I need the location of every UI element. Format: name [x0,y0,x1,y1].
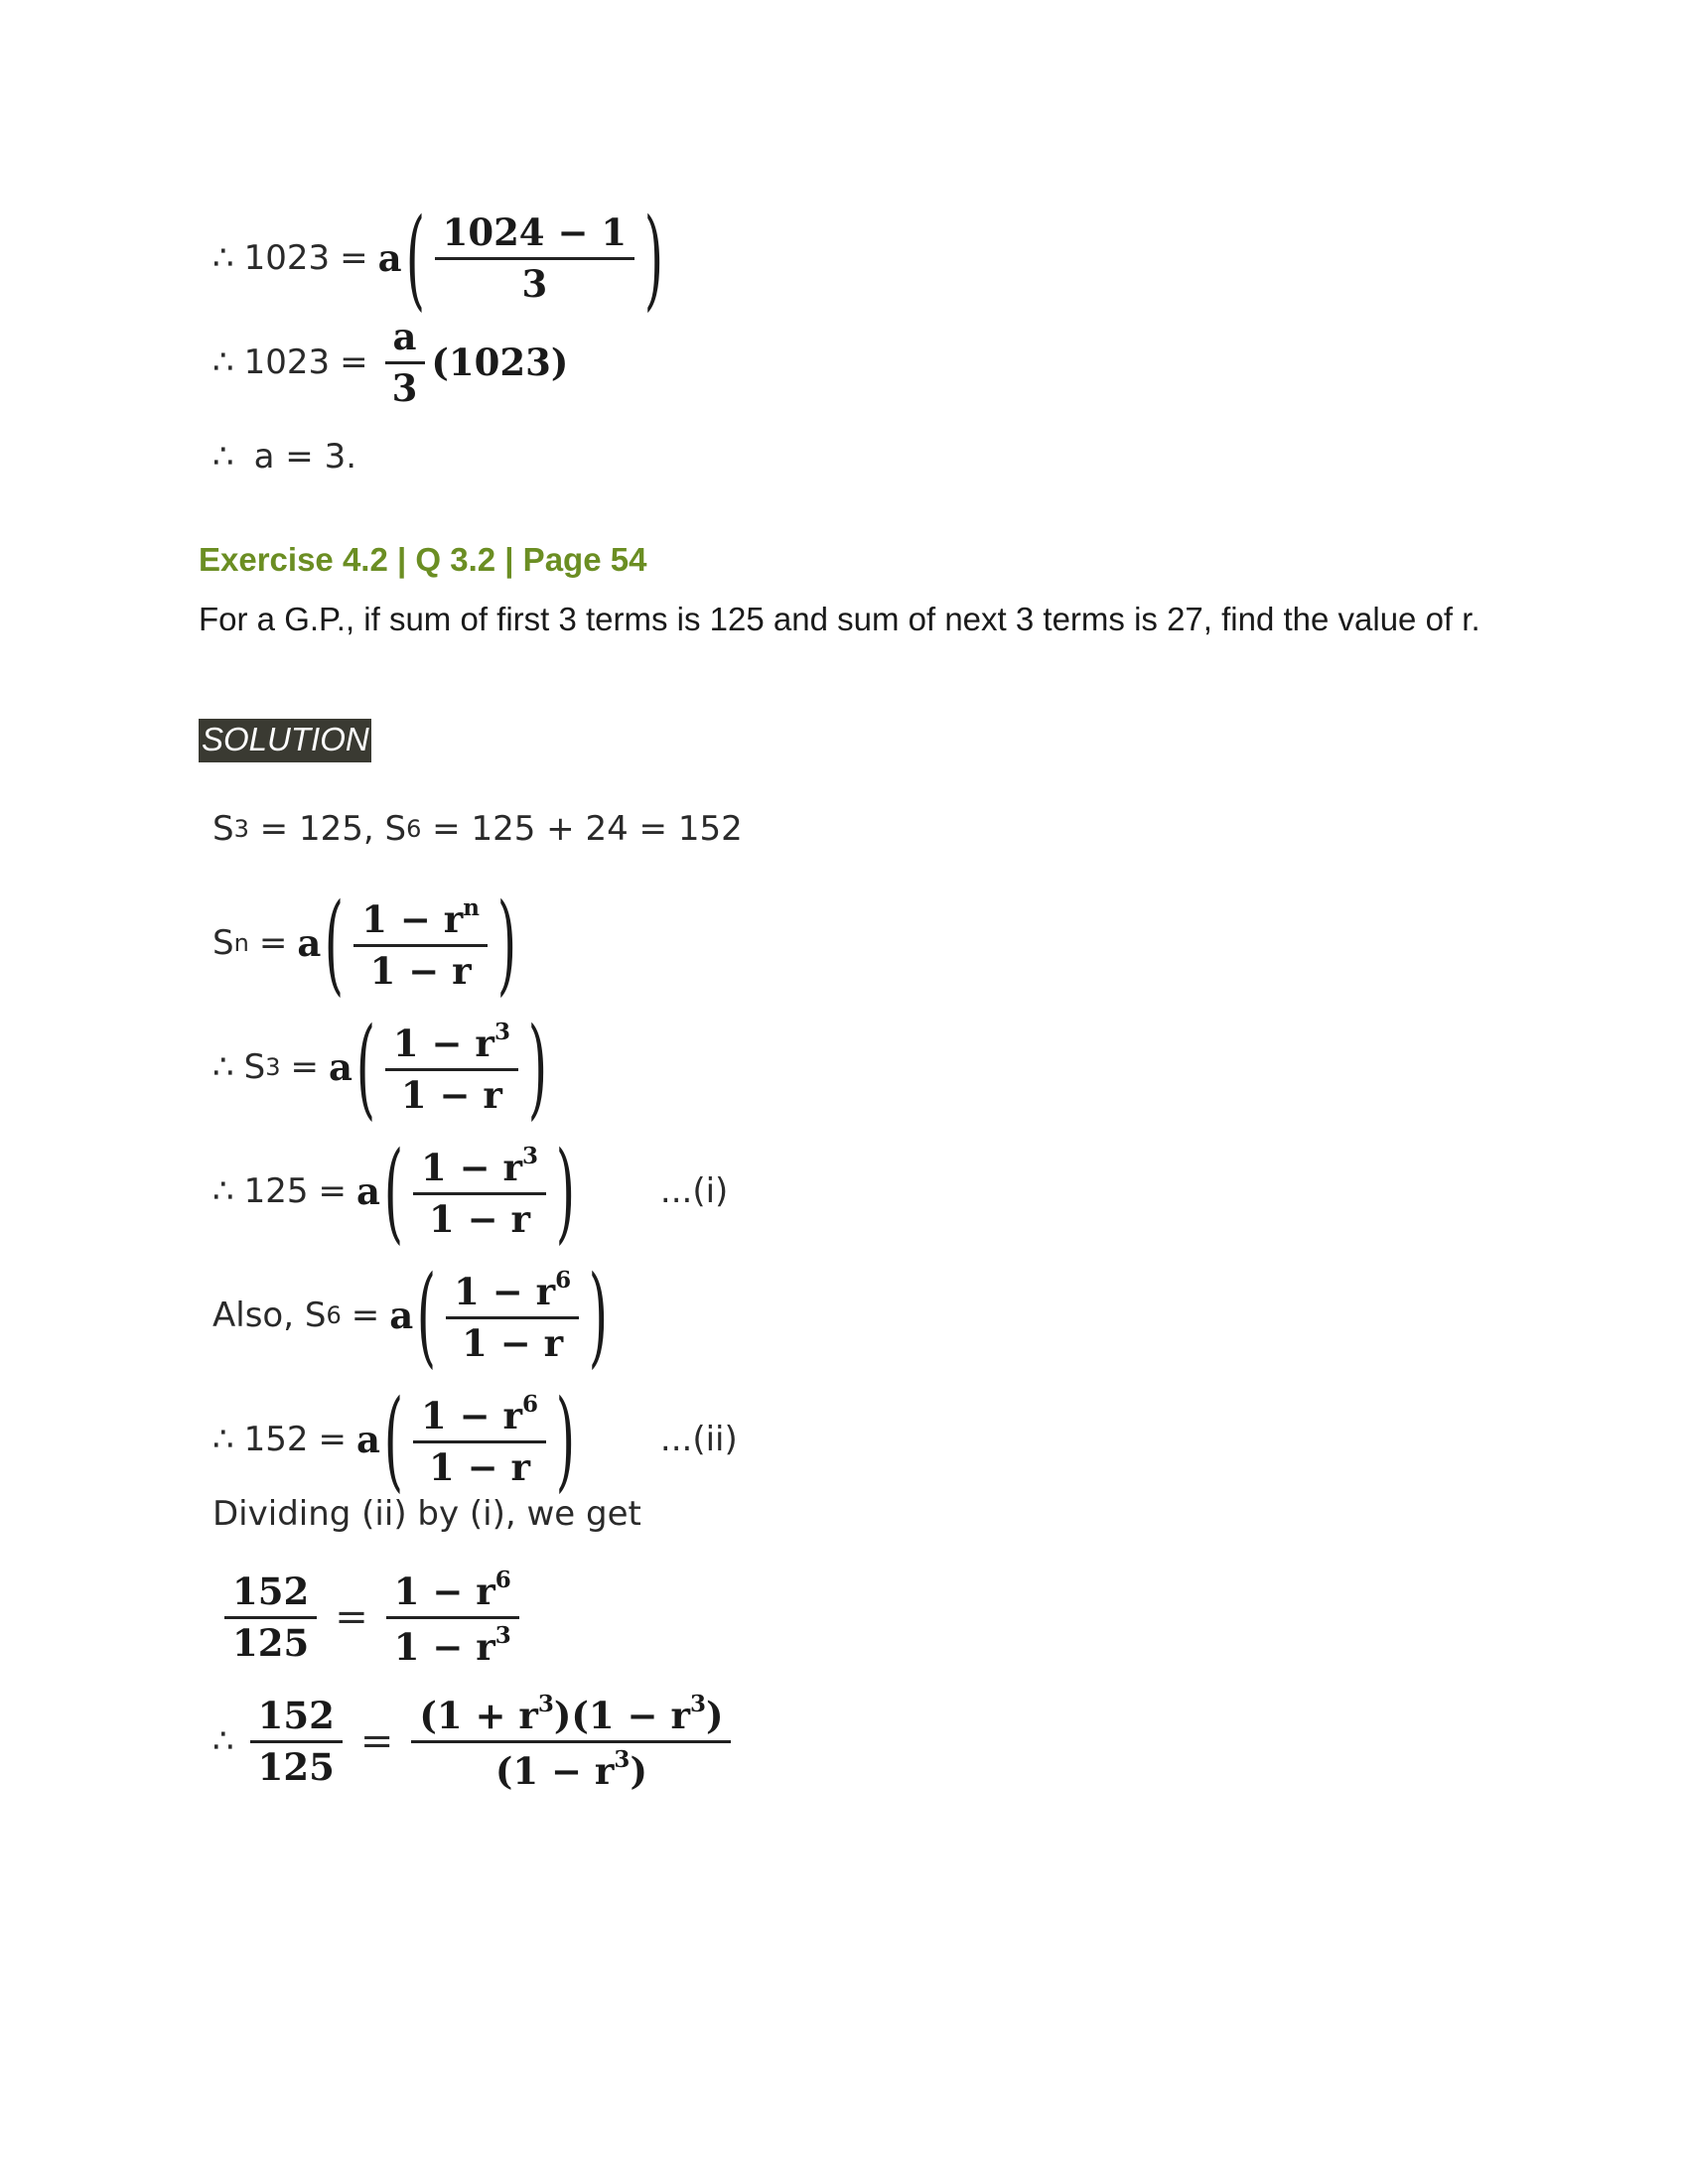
factor-text: )(1 − r [553,1694,690,1737]
numerator [413,1142,546,1195]
numerator [446,1266,579,1319]
coefficient-a: a [297,921,322,965]
denominator-base: 1 − r [393,1624,495,1669]
denominator: 1 − r [428,1444,530,1489]
right-paren: ) [496,880,517,1007]
exponent: 3 [493,1018,510,1045]
exponent: 3 [689,1691,706,1717]
lhs-value: 125 [243,1171,309,1211]
denominator: 1 − r [369,948,472,993]
fraction-right [411,1693,731,1791]
therefore-symbol: ∴ [212,238,234,278]
left-paren: ( [383,1128,404,1255]
fraction [385,1018,518,1117]
fraction [384,315,426,410]
coefficient-a: a [329,1045,352,1089]
factor-text: (1 + r [419,1694,538,1737]
coefficient-a: a [356,1418,381,1461]
therefore-symbol: ∴ [212,1420,234,1459]
subscript: 6 [326,1301,342,1329]
denominator: 125 [257,1744,335,1789]
numerator [353,893,488,947]
therefore-symbol: ∴ [212,1171,234,1211]
factor-text: (1 − r [494,1748,615,1793]
numerator [386,1569,519,1619]
step-a-equals-3 [212,437,356,477]
product-term: (1023) [431,341,569,385]
step-1023-fraction [212,195,667,322]
lhs-value: 1023 [243,238,331,278]
prefix-text: Also, [212,1296,305,1335]
equals-sign: = [335,1594,368,1641]
denominator: 3 [521,261,548,306]
numerator: 152 [250,1697,343,1743]
numerator: a [385,318,425,364]
lhs-value: 1023 [243,342,331,383]
text: = 125, [248,809,385,849]
denominator: 3 [391,365,418,410]
step-factored-ratio [212,1693,737,1791]
step-dividing-text [212,1494,641,1534]
denominator: 1 − r [400,1072,502,1117]
numerator-base: 1 − r [361,896,464,941]
left-paren: ( [383,1376,404,1503]
step-s6-formula [212,1252,612,1379]
symbol-s: S [212,923,234,963]
denominator: 1 − r [428,1196,530,1241]
left-paren: ( [325,880,345,1007]
fraction [353,893,488,993]
step-sn-formula [212,880,520,1007]
step-equation-ii [212,1376,738,1503]
left-paren: ( [417,1252,437,1379]
fraction [413,1390,546,1489]
symbol-s: S [384,809,407,849]
left-paren: ( [355,1004,376,1131]
right-paren: ) [588,1252,609,1379]
factor-text: ) [705,1694,724,1737]
lhs-value: 152 [243,1420,309,1459]
result-text: a = 3. [253,437,357,477]
denominator [488,1743,655,1791]
therefore-symbol: ∴ [212,437,234,477]
fraction-left [224,1572,317,1663]
question-text: For a G.P., if sum of first 3 terms is 125 and sum of next 3 terms is 27, find the value of r. [199,601,1480,637]
right-paren: ) [527,1004,548,1131]
solution-label: SOLUTION [199,719,371,762]
subscript: 3 [265,1053,281,1081]
subscript: 6 [406,815,422,843]
exponent: 6 [494,1567,511,1593]
numerator [385,1018,518,1071]
fraction-left [250,1694,343,1789]
coefficient-a: a [356,1169,381,1213]
numerator-base: 1 − r [420,1393,522,1437]
left-paren: ( [405,195,425,322]
exponent: 3 [614,1745,631,1773]
exponent: 6 [521,1390,538,1418]
equals-sign: = [258,923,288,963]
numerator [413,1390,546,1443]
subscript: 3 [233,815,249,843]
numerator: 152 [224,1572,317,1619]
therefore-symbol: ∴ [212,342,234,383]
text: = 125 + 24 = 152 [421,809,743,849]
numerator-base: 1 − r [420,1145,522,1189]
symbol-s: S [212,809,234,849]
exponent: n [463,893,480,921]
therefore-symbol: ∴ [212,1721,234,1762]
equation-tag: ...(ii) [659,1420,738,1459]
symbol-s: S [304,1296,327,1335]
fraction [413,1142,546,1241]
step-equation-i [212,1128,729,1255]
symbol-s: S [243,1047,266,1087]
therefore-symbol: ∴ [212,1047,234,1087]
exercise-heading: Exercise 4.2 | Q 3.2 | Page 54 [199,541,647,578]
numerator-base: 1 − r [393,1570,495,1613]
factor-text: ) [630,1748,647,1793]
dividing-text: Dividing (ii) by (i), we get [212,1494,641,1534]
right-paren: ) [555,1128,576,1255]
exponent: 3 [537,1691,554,1717]
denominator: 1 − r [462,1320,564,1365]
numerator [411,1693,731,1743]
step-s3-formula [212,1004,551,1131]
fraction-right [386,1569,519,1667]
equals-sign: = [290,1047,320,1087]
fraction [446,1266,579,1365]
equation-tag: ...(i) [659,1171,729,1211]
fraction [435,209,635,306]
exponent: 3 [521,1142,538,1169]
right-paren: ) [555,1376,576,1503]
equals-sign: = [318,1420,348,1459]
exponent: 6 [555,1266,572,1294]
step-s3-s6-values [212,809,743,849]
step-1023-a-over-3 [212,315,569,410]
coefficient-a: a [377,236,402,280]
exponent: 3 [494,1621,511,1649]
subscript: n [233,929,249,957]
right-paren: ) [643,195,664,322]
equals-sign: = [340,342,368,383]
numerator: 1024 − 1 [435,213,635,260]
denominator: 125 [232,1620,310,1665]
numerator-base: 1 − r [392,1021,494,1065]
equals-sign: = [318,1171,348,1211]
coefficient-a: a [389,1294,414,1337]
equals-sign: = [351,1296,380,1335]
step-ratio [218,1569,525,1667]
equals-sign: = [340,238,368,278]
numerator-base: 1 − r [454,1269,556,1313]
denominator [386,1619,519,1667]
equals-sign: = [359,1718,394,1765]
